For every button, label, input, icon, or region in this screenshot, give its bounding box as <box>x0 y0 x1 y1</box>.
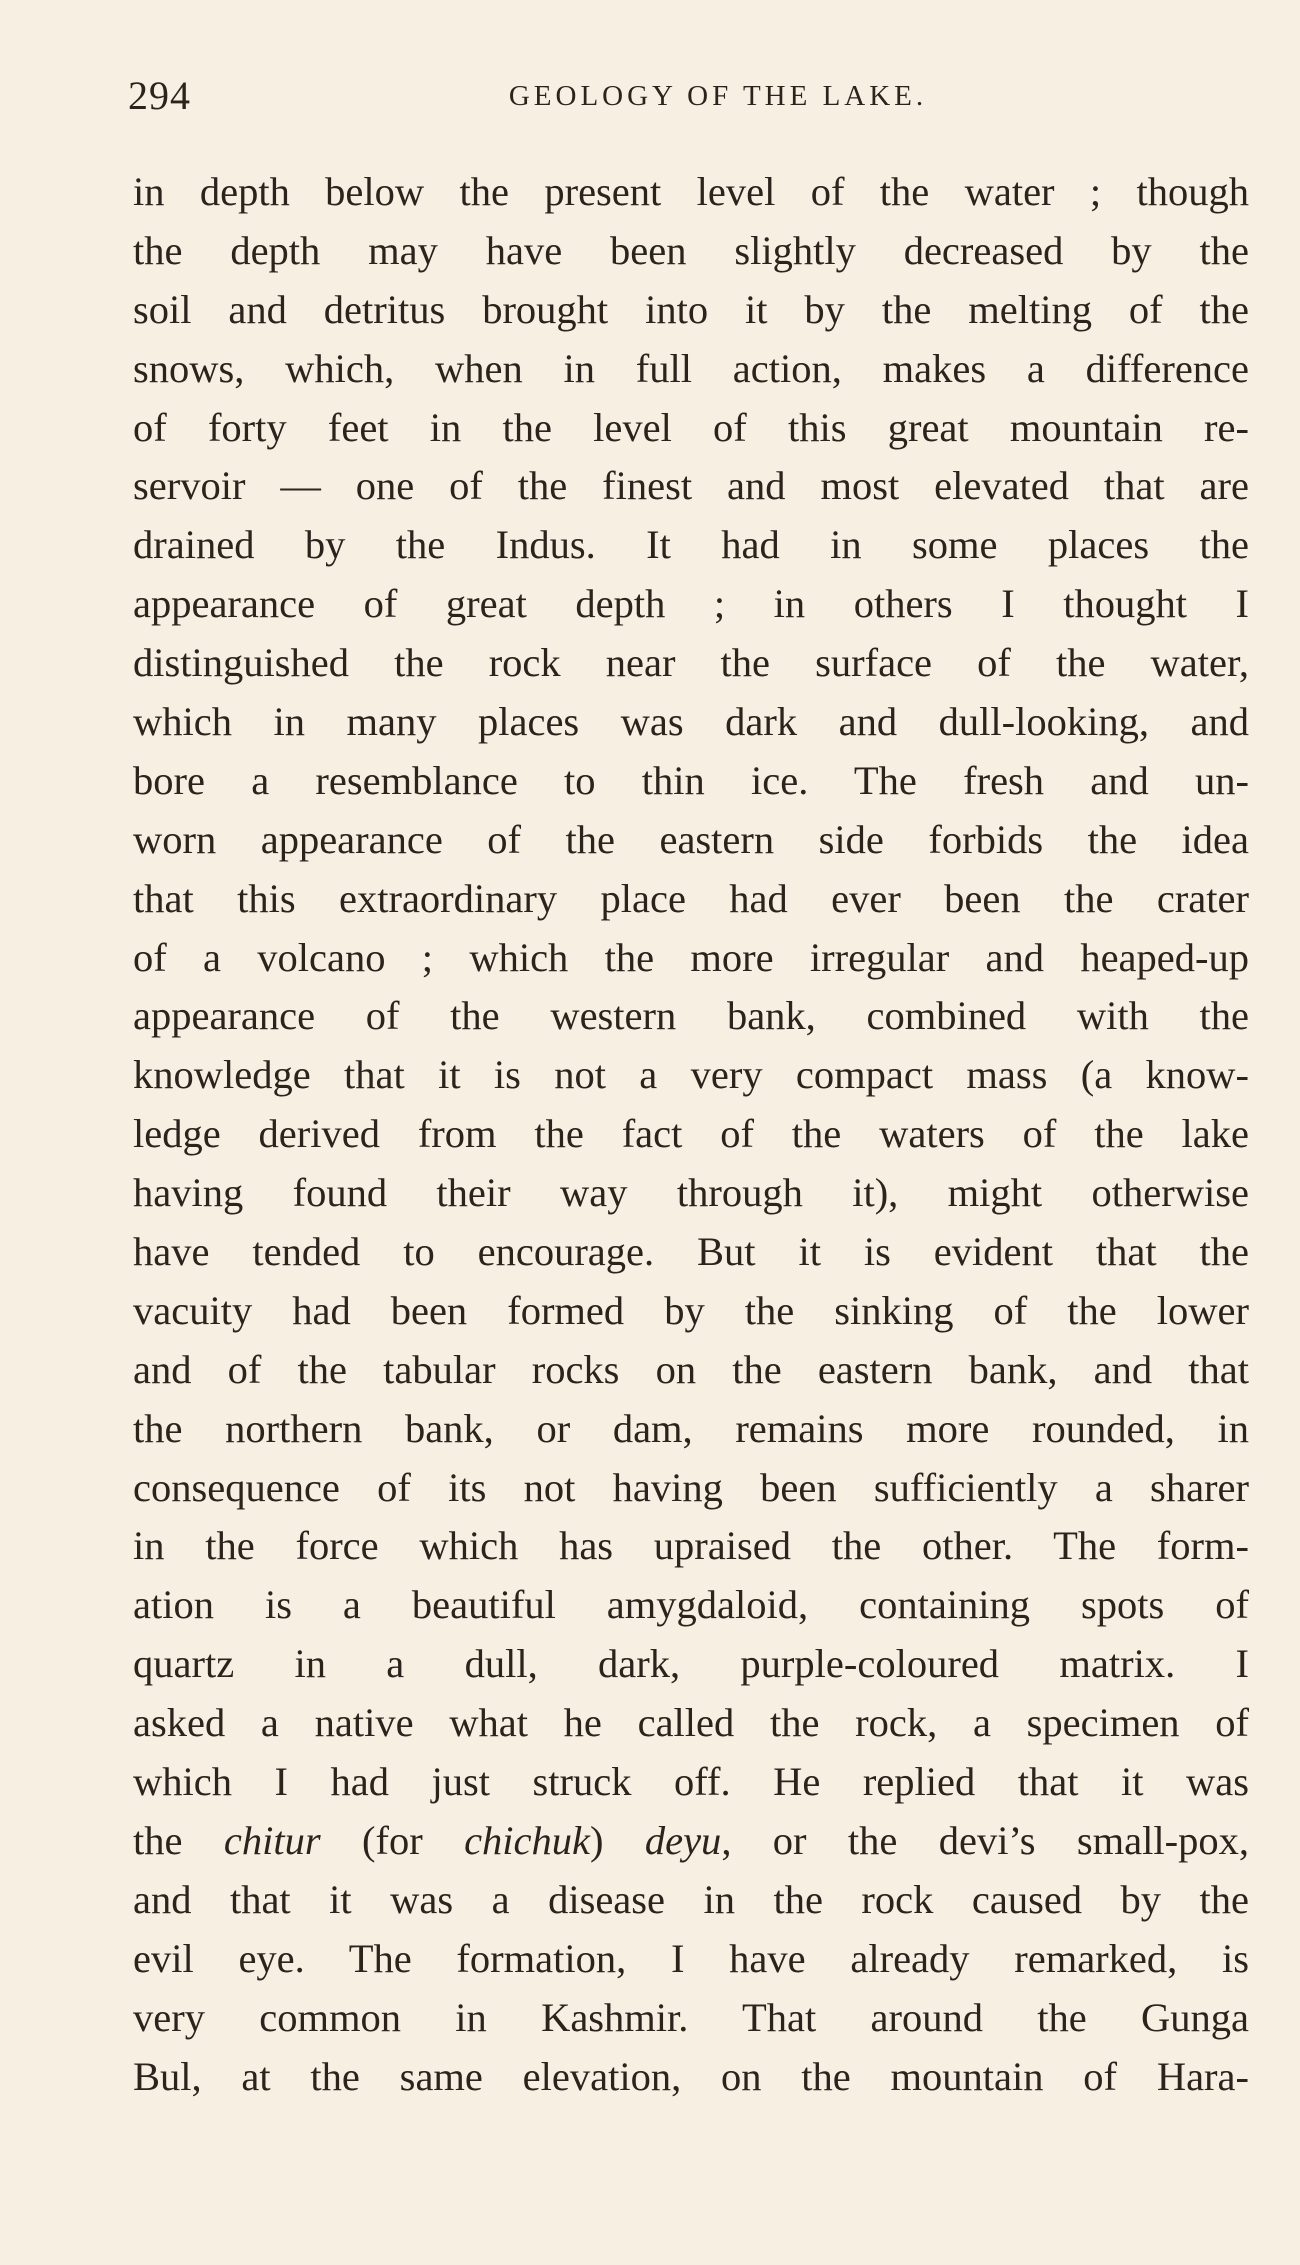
text-line: in the force which has upraised the other. The form- <box>133 1523 1249 1569</box>
text-line: quartz in a dull, dark, purple-coloured matrix. I <box>133 1641 1249 1687</box>
text-line: knowledge that it is not a very compact mass (a know- <box>133 1052 1249 1098</box>
text-line: servoir — one of the finest and most elevated that are <box>133 463 1249 509</box>
text-line: the depth may have been slightly decreased by the <box>133 227 1249 273</box>
page-number: 294 <box>128 73 191 118</box>
text-line: drained by the Indus. It had in some places the <box>133 522 1249 568</box>
text-line: vacuity had been formed by the sinking of the lower <box>133 1287 1249 1333</box>
text-line: of a volcano ; which the more irregular and heaped-up <box>133 934 1249 980</box>
text-run: the <box>133 1817 224 1863</box>
text-line: consequence of its not having been sufficiently a sharer <box>133 1464 1249 1510</box>
text-line: of forty feet in the level of this great mountain re- <box>133 404 1249 450</box>
italic-term-deyu: deyu <box>644 1817 722 1863</box>
text-line: very common in Kashmir. That around the Gunga <box>133 1994 1249 2040</box>
text-line: ation is a beautiful amygdaloid, containing spots of <box>133 1582 1249 1628</box>
text-line: soil and detritus brought into it by the melting of the <box>133 286 1249 332</box>
text-line: appearance of great depth ; in others I thought I <box>133 581 1249 627</box>
text-run: ) <box>590 1817 645 1863</box>
text-line: which I had just struck off. He replied that it was <box>133 1759 1249 1805</box>
text-line-italic-terms <box>133 1812 1249 1871</box>
page-header <box>128 72 1248 120</box>
text-line: which in many places was dark and dull-looking, and <box>133 699 1249 745</box>
italic-term-chichuk: chichuk <box>464 1817 590 1863</box>
text-run: , or the devi’s small-pox, <box>721 1817 1249 1863</box>
text-line: worn appearance of the eastern side forbids the idea <box>133 816 1249 862</box>
text-line: and that it was a disease in the rock caused by the <box>133 1876 1249 1922</box>
text-line: the northern bank, or dam, remains more rounded, in <box>133 1405 1249 1451</box>
running-head: GEOLOGY OF THE LAKE. <box>508 80 928 112</box>
text-line: in depth below the present level of the water ; though <box>133 169 1249 214</box>
body-text <box>133 163 1249 2106</box>
text-line: having found their way through it), might otherwise <box>133 1170 1249 1216</box>
text-line: and of the tabular rocks on the eastern bank, and that <box>133 1346 1249 1392</box>
text-line: snows, which, when in full action, makes a difference <box>133 345 1249 391</box>
italic-term-chitur: chitur <box>223 1817 321 1863</box>
text-run: (for <box>320 1817 465 1863</box>
text-line: have tended to encourage. But it is evident that the <box>133 1229 1249 1275</box>
text-line: Bul, at the same elevation, on the mountain of Hara- <box>133 2053 1249 2099</box>
text-line: distinguished the rock near the surface of the water, <box>133 640 1249 686</box>
text-line: bore a resemblance to thin ice. The fresh and un- <box>133 757 1249 803</box>
text-line: that this extraordinary place had ever been the crater <box>133 875 1249 921</box>
text-line: asked a native what he called the rock, a specimen of <box>133 1700 1249 1746</box>
text-line: appearance of the western bank, combined with the <box>133 993 1249 1039</box>
text-line: ledge derived from the fact of the waters of the lake <box>133 1111 1249 1157</box>
text-line: evil eye. The formation, I have already remarked, is <box>133 1935 1249 1981</box>
